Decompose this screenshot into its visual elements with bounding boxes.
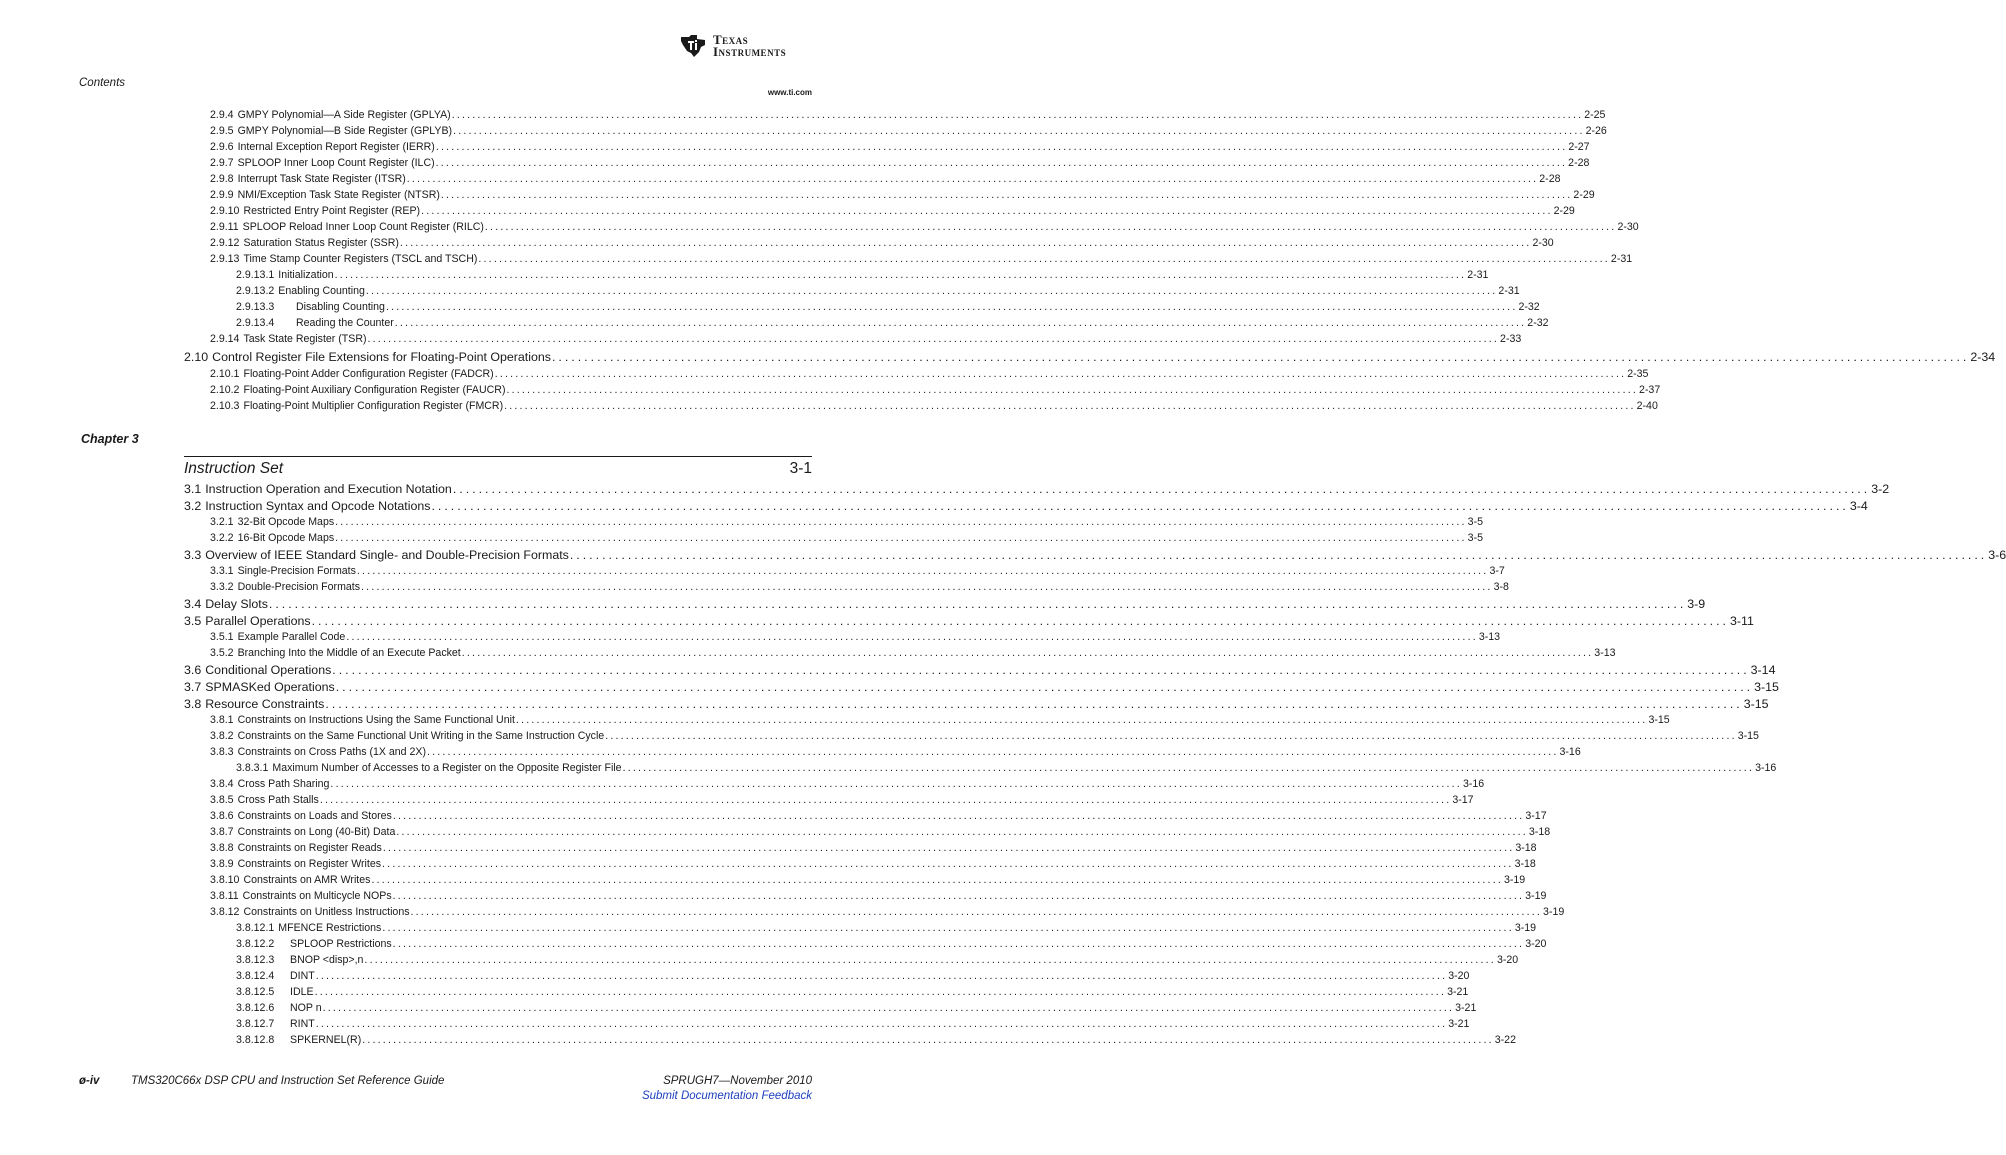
toc-leader-dots: ............................................................................................................................................................................................................................: [396, 826, 1528, 838]
toc-entry-number: 3.5: [184, 614, 202, 628]
toc-leader-dots: ............................................................................................................................................................................................................................: [334, 269, 1467, 281]
toc-entry-title: Restricted Entry Point Register (REP): [243, 205, 421, 217]
toc-leader-dots: ............................................................................................................................................................................................................................: [314, 986, 1447, 998]
toc-entry-number: 3.8.10: [210, 874, 240, 886]
toc-entry[interactable]: [184, 663, 1776, 677]
toc-entry-number: 3.3: [184, 548, 202, 562]
ti-logo-icon: [678, 33, 708, 59]
toc-entry-title: MFENCE Restrictions: [278, 922, 382, 934]
toc-entry-page: 3-8: [1493, 581, 1509, 593]
toc-entry-page: 3-15: [1737, 730, 1759, 742]
toc-entry-number: 2.9.6: [210, 141, 234, 153]
toc-leader-dots: ............................................................................................................................................................................................................................: [315, 1018, 1448, 1030]
toc-entry-page: 3-13: [1478, 631, 1501, 643]
toc-entry-title: Floating-Point Auxiliary Configuration Register (FAUCR): [243, 384, 506, 396]
toc-entry[interactable]: [210, 157, 1590, 169]
toc-entry-number: 3.8.12.4: [236, 970, 275, 982]
toc-entry[interactable]: [210, 368, 1649, 380]
toc-entry-title: SPLOOP Restrictions: [290, 938, 392, 950]
toc-entry-number: 3.8.8: [210, 842, 234, 854]
toc-leader-dots: ............................................................................................................................................................................................................................: [361, 581, 1493, 593]
toc-entry-title: Instruction Syntax and Opcode Notations: [205, 499, 431, 513]
toc-leader-dots: ............................................................................................................................................................................................................................: [356, 565, 1489, 577]
toc-entry-number: 2.9.5: [210, 125, 234, 137]
toc-leader-dots: ............................................................................................................................................................................................................................: [335, 680, 1754, 694]
toc-entry-page: 3-17: [1452, 794, 1474, 806]
toc-entry-page: 3-18: [1514, 858, 1536, 870]
toc-entry-page: 2-40: [1636, 400, 1658, 412]
toc-entry-title: Example Parallel Code: [237, 631, 346, 643]
toc-entry[interactable]: [210, 237, 1554, 249]
toc-entry-title: Time Stamp Counter Registers (TSCL and TSCH): [243, 253, 478, 265]
toc-entry[interactable]: [184, 597, 1706, 611]
toc-entry-page: 3-14: [1750, 663, 1776, 677]
toc-entry-title: Delay Slots: [205, 597, 268, 611]
toc-entry-page: 3-22: [1494, 1034, 1516, 1046]
toc-leader-dots: ............................................................................................................................................................................................................................: [315, 970, 1448, 982]
toc-entry-page: 3-21: [1448, 1018, 1470, 1030]
toc-entry-number: 3.8.1: [210, 714, 234, 726]
toc-entry[interactable]: [210, 189, 1595, 201]
feedback-link[interactable]: Submit Documentation Feedback: [641, 1090, 812, 1102]
toc-entry-number: 3.6: [184, 663, 202, 677]
toc-entry[interactable]: [184, 482, 1890, 496]
toc-entry-page: 2-33: [1500, 333, 1522, 345]
toc-leader-dots: ............................................................................................................................................................................................................................: [399, 237, 1532, 249]
toc-entry-title: Branching Into the Middle of an Execute Packet: [237, 647, 461, 659]
toc-entry-title: DINT: [290, 970, 315, 982]
toc-entry[interactable]: [210, 746, 1581, 758]
toc-leader-dots: ............................................................................................................................................................................................................................: [435, 141, 1568, 153]
toc-entry-page: 2-25: [1584, 109, 1606, 121]
toc-entry[interactable]: [210, 778, 1485, 790]
toc-entry-title: Constraints on Unitless Instructions: [243, 906, 410, 918]
footer-title: TMS320C66x DSP CPU and Instruction Set Reference Guide: [131, 1075, 445, 1087]
toc-entry-number: 2.9.13.1: [236, 269, 275, 281]
toc-leader-dots: ............................................................................................................................................................................................................................: [440, 189, 1573, 201]
toc-entry-page: 2-32: [1527, 317, 1549, 329]
toc-entry-number: 2.9.8: [210, 173, 234, 185]
toc-entry-number: 3.8.12.8: [236, 1034, 275, 1046]
toc-entry-number: 2.9.7: [210, 157, 234, 169]
toc-entry-title: Instruction Operation and Execution Notation: [205, 482, 452, 496]
toc-leader-dots: ............................................................................................................................................................................................................................: [367, 333, 1500, 345]
toc-entry-title: 16-Bit Opcode Maps: [237, 532, 335, 544]
toc-entry-title: Constraints on Instructions Using the Same Functional Unit: [237, 714, 515, 726]
toc-leader-dots: ............................................................................................................................................................................................................................: [322, 1002, 1455, 1014]
toc-entry[interactable]: [210, 333, 1522, 345]
toc-entry-number: 2.9.14: [210, 333, 240, 345]
toc-leader-dots: ............................................................................................................................................................................................................................: [453, 125, 1585, 137]
toc-entry-title: Parallel Operations: [205, 614, 311, 628]
header-section: Contents: [79, 77, 126, 89]
toc-leader-dots: ............................................................................................................................................................................................................................: [551, 350, 1970, 364]
toc-entry-number: 3.3.2: [210, 581, 234, 593]
toc-entry-page: 3-6: [1988, 548, 2006, 562]
toc-entry-page: 3-20: [1525, 938, 1547, 950]
toc-entry[interactable]: [210, 532, 1483, 544]
toc-leader-dots: ............................................................................................................................................................................................................................: [311, 614, 1729, 628]
toc-entry-page: 2-28: [1539, 173, 1561, 185]
toc-leader-dots: ............................................................................................................................................................................................................................: [605, 730, 1737, 742]
toc-entry-title: Constraints on Loads and Stores: [237, 810, 392, 822]
toc-entry-number: 3.8.4: [210, 778, 234, 790]
toc-entry[interactable]: [236, 1018, 1470, 1030]
toc-entry-number: 3.8.12: [210, 906, 240, 918]
toc-leader-dots: ............................................................................................................................................................................................................................: [451, 109, 1584, 121]
toc-entry-page: 2-37: [1639, 384, 1661, 396]
footer-doc-id: SPRUGH7—November 2010: [663, 1075, 812, 1087]
toc-entry[interactable]: [210, 730, 1759, 742]
toc-entry-page: 3-5: [1467, 516, 1483, 528]
toc-entry-title: GMPY Polynomial—B Side Register (GPLYB): [237, 125, 453, 137]
toc-entry[interactable]: [236, 970, 1470, 982]
toc-entry-title: Task State Register (TSR): [243, 333, 367, 345]
toc-entry-title: Single-Precision Formats: [237, 565, 356, 577]
toc-entry-number: 3.5.2: [210, 647, 234, 659]
toc-entry-title: NOP n: [290, 1002, 322, 1014]
toc-entry[interactable]: [210, 810, 1547, 822]
chapter-label: Chapter 3: [81, 432, 139, 446]
toc-entry-title: BNOP <disp>,n: [290, 954, 364, 966]
toc-entry-page: 3-11: [1729, 614, 1754, 628]
toc-entry-page: 3-19: [1543, 906, 1565, 918]
toc-entry[interactable]: [210, 400, 1658, 412]
toc-leader-dots: ............................................................................................................................................................................................................................: [421, 205, 1553, 217]
toc-entry-title: RINT: [290, 1018, 315, 1030]
toc-entry[interactable]: [184, 680, 1779, 694]
toc-leader-dots: ............................................................................................................................................................................................................................: [435, 157, 1568, 169]
toc-leader-dots: ............................................................................................................................................................................................................................: [426, 746, 1559, 758]
toc-entry-number: 3.8.12.2: [236, 938, 275, 950]
toc-entry-number: 2.10.2: [210, 384, 240, 396]
toc-entry-page: 3-2: [1871, 482, 1890, 496]
toc-entry-number: 3.4: [184, 597, 202, 611]
toc-entry-page: 3-5: [1467, 532, 1483, 544]
toc-entry[interactable]: [210, 173, 1561, 185]
toc-entry-number: 3.5.1: [210, 631, 234, 643]
toc-entry-number: 3.8.3: [210, 746, 234, 758]
toc-entry-page: 3-7: [1489, 565, 1505, 577]
toc-entry-title: Control Register File Extensions for Floating-Point Operations: [212, 350, 551, 364]
toc-entry-title: Disabling Counting: [296, 301, 385, 313]
toc-leader-dots: ............................................................................................................................................................................................................................: [478, 253, 1610, 265]
toc-entry-title: Floating-Point Multiplier Configuration Register (FMCR): [243, 400, 504, 412]
toc-entry[interactable]: [210, 221, 1639, 233]
toc-leader-dots: ............................................................................................................................................................................................................................: [382, 858, 1514, 870]
toc-entry-number: 2.10: [184, 350, 209, 364]
toc-entry-number: 3.2: [184, 499, 202, 513]
toc-leader-dots: ............................................................................................................................................................................................................................: [392, 810, 1525, 822]
toc-entry-number: 3.8.5: [210, 794, 234, 806]
toc-leader-dots: ............................................................................................................................................................................................................................: [569, 548, 1988, 562]
toc-entry[interactable]: [210, 141, 1590, 153]
toc-entry-number: 2.9.13: [210, 253, 240, 265]
toc-entry-number: 3.8.7: [210, 826, 234, 838]
toc-entry-number: 3.8.6: [210, 810, 234, 822]
chapter-page[interactable]: 3-1: [789, 460, 812, 477]
toc-entry-page: 3-16: [1462, 778, 1485, 790]
toc-leader-dots: ............................................................................................................................................................................................................................: [394, 317, 1527, 329]
toc-entry-title: IDLE: [290, 986, 314, 998]
toc-leader-dots: ............................................................................................................................................................................................................................: [268, 597, 1687, 611]
toc-entry-page: 3-4: [1849, 499, 1868, 513]
toc-entry-number: 3.8.12.3: [236, 954, 275, 966]
toc-entry-title: Internal Exception Report Register (IERR): [237, 141, 435, 153]
toc-entry[interactable]: [210, 826, 1551, 838]
toc-entry[interactable]: [210, 253, 1633, 265]
toc-entry-page: 3-15: [1648, 714, 1670, 726]
toc-entry-title: Saturation Status Register (SSR): [243, 237, 399, 249]
toc-entry[interactable]: [184, 614, 1754, 628]
toc-entry-page: 2-26: [1585, 125, 1607, 137]
toc-entry-number: 2.10.1: [210, 368, 240, 380]
toc-leader-dots: ............................................................................................................................................................................................................................: [319, 794, 1452, 806]
toc-entry-number: 3.8.12.5: [236, 986, 275, 998]
toc-entry-number: 3.2.2: [210, 532, 234, 544]
toc-leader-dots: ............................................................................................................................................................................................................................: [622, 762, 1755, 774]
toc-entry-number: 2.9.13.4: [236, 317, 275, 329]
toc-leader-dots: ............................................................................................................................................................................................................................: [494, 368, 1627, 380]
toc-entry-page: 2-32: [1518, 301, 1540, 313]
toc-entry[interactable]: [210, 109, 1606, 121]
toc-entry[interactable]: [236, 938, 1547, 950]
toc-entry-page: 3-19: [1503, 874, 1526, 886]
toc-entry[interactable]: [236, 922, 1537, 934]
toc-entry-title: Double-Precision Formats: [237, 581, 361, 593]
toc-entry[interactable]: [210, 647, 1616, 659]
toc-entry[interactable]: [210, 565, 1505, 577]
toc-entry[interactable]: [236, 317, 1549, 329]
toc-leader-dots: ............................................................................................................................................................................................................................: [431, 499, 1849, 513]
toc-entry-number: 3.8: [184, 697, 202, 711]
toc-entry-page: 2-31: [1498, 285, 1520, 297]
toc-entry-title: Constraints on Long (40-Bit) Data: [237, 826, 396, 838]
toc-entry-title: Constraints on Register Writes: [237, 858, 382, 870]
toc-entry-title: NMI/Exception Task State Register (NTSR): [237, 189, 440, 201]
toc-leader-dots: ............................................................................................................................................................................................................................: [382, 842, 1515, 854]
toc-entry-title: Enabling Counting: [278, 285, 365, 297]
ti-logo: [678, 33, 786, 59]
toc-entry-number: 3.8.2: [210, 730, 234, 742]
toc-entry[interactable]: [210, 516, 1483, 528]
toc-entry-page: 3-21: [1455, 1002, 1477, 1014]
toc-entry[interactable]: [210, 384, 1661, 396]
toc-leader-dots: ............................................................................................................................................................................................................................: [406, 173, 1539, 185]
toc-entry-page: 2-28: [1568, 157, 1590, 169]
toc-entry-title: Initialization: [278, 269, 334, 281]
toc-entry-title: SPLOOP Inner Loop Count Register (ILC): [237, 157, 435, 169]
toc-entry-number: 2.9.4: [210, 109, 234, 121]
footer-page-number: ø-iv: [79, 1075, 100, 1087]
toc-leader-dots: ............................................................................................................................................................................................................................: [346, 631, 1478, 643]
toc-entry-title: Overview of IEEE Standard Single- and Double-Precision Formats: [205, 548, 569, 562]
toc-entry-page: 3-18: [1515, 842, 1537, 854]
toc-entry-page: 3-17: [1525, 810, 1547, 822]
toc-entry-page: 3-16: [1559, 746, 1581, 758]
toc-entry-page: 3-9: [1687, 597, 1706, 611]
toc-entry-title: SPMASKed Operations: [205, 680, 335, 694]
toc-entry-page: 2-31: [1467, 269, 1489, 281]
toc-entry[interactable]: [236, 762, 1777, 774]
toc-entry-title: Cross Path Stalls: [237, 794, 319, 806]
toc-entry-page: 2-30: [1532, 237, 1554, 249]
toc-entry-number: 2.9.13.3: [236, 301, 275, 313]
toc-leader-dots: ............................................................................................................................................................................................................................: [515, 714, 1648, 726]
toc-entry-page: 3-15: [1754, 680, 1779, 694]
toc-entry-number: 2.10.3: [210, 400, 240, 412]
header-url[interactable]: www.ti.com: [767, 88, 812, 97]
toc-entry[interactable]: [210, 581, 1509, 593]
toc-entry[interactable]: [210, 842, 1537, 854]
toc-entry-number: 2.9.10: [210, 205, 240, 217]
toc-entry-page: 3-13: [1594, 647, 1616, 659]
toc-entry[interactable]: [236, 1034, 1516, 1046]
toc-entry-page: 3-19: [1525, 890, 1547, 902]
toc-entry[interactable]: [236, 285, 1520, 297]
toc-leader-dots: ............................................................................................................................................................................................................................: [385, 301, 1518, 313]
toc-entry-title: Constraints on Cross Paths (1X and 2X): [237, 746, 426, 758]
toc-entry-number: 2.9.12: [210, 237, 240, 249]
toc-entry-title: Constraints on Multicycle NOPs: [242, 890, 392, 902]
toc-entry-number: 3.8.3.1: [236, 762, 269, 774]
toc-entry-page: 3-20: [1496, 954, 1519, 966]
toc-entry[interactable]: [210, 906, 1565, 918]
toc-entry-title: Resource Constraints: [205, 697, 325, 711]
toc-entry[interactable]: [210, 874, 1526, 886]
toc-entry-page: 3-21: [1447, 986, 1469, 998]
toc-entry-title: 32-Bit Opcode Maps: [237, 516, 335, 528]
toc-entry-page: 3-19: [1514, 922, 1537, 934]
toc-leader-dots: ............................................................................................................................................................................................................................: [330, 778, 1462, 790]
toc-entry-number: 3.8.12.6: [236, 1002, 275, 1014]
toc-leader-dots: ............................................................................................................................................................................................................................: [484, 221, 1617, 233]
toc-entry-number: 3.8.12.7: [236, 1018, 275, 1030]
toc-entry-title: Constraints on AMR Writes: [243, 874, 371, 886]
toc-leader-dots: ............................................................................................................................................................................................................................: [392, 938, 1525, 950]
toc-leader-dots: ............................................................................................................................................................................................................................: [392, 890, 1525, 902]
toc-entry[interactable]: [184, 499, 1868, 513]
logo-line-2: Instruments: [713, 44, 787, 59]
toc-entry-number: 3.8.9: [210, 858, 234, 870]
toc-entry[interactable]: [210, 205, 1575, 217]
toc-entry-number: 3.2.1: [210, 516, 234, 528]
toc-entry-title: Cross Path Sharing: [237, 778, 330, 790]
toc-entry-page: 2-35: [1627, 368, 1649, 380]
toc-entry[interactable]: [210, 794, 1474, 806]
toc-entry-number: 3.8.12.1: [236, 922, 275, 934]
toc-leader-dots: ............................................................................................................................................................................................................................: [364, 954, 1496, 966]
toc-entry-title: Maximum Number of Accesses to a Register on the Opposite Register File: [272, 762, 622, 774]
toc-entry-page: 2-29: [1553, 205, 1575, 217]
toc-entry-page: 3-18: [1528, 826, 1551, 838]
toc-entry-title: Interrupt Task State Register (ITSR): [237, 173, 406, 185]
toc-entry-page: 2-27: [1568, 141, 1590, 153]
toc-entry[interactable]: [210, 125, 1607, 137]
toc-leader-dots: ............................................................................................................................................................................................................................: [452, 482, 1871, 496]
toc-entry[interactable]: [236, 1002, 1477, 1014]
logo-line-1: Texas: [713, 32, 749, 47]
toc-entry-title: SPLOOP Reload Inner Loop Count Register (RILC): [242, 221, 484, 233]
toc-entry-title: GMPY Polynomial—A Side Register (GPLYA): [237, 109, 451, 121]
toc-entry[interactable]: [184, 350, 1996, 364]
toc-entry[interactable]: [236, 986, 1469, 998]
toc-leader-dots: ............................................................................................................................................................................................................................: [461, 647, 1594, 659]
toc-entry[interactable]: [184, 697, 1769, 711]
toc-entry-title: Floating-Point Adder Configuration Register (FADCR): [243, 368, 494, 380]
toc-leader-dots: ............................................................................................................................................................................................................................: [335, 516, 1467, 528]
toc-entry-page: 3-20: [1448, 970, 1470, 982]
toc-entry-page: 3-15: [1743, 697, 1769, 711]
toc-entry[interactable]: [210, 858, 1536, 870]
toc-leader-dots: ............................................................................................................................................................................................................................: [335, 532, 1467, 544]
toc-entry-title: Constraints on Register Reads: [237, 842, 382, 854]
chapter-rule: [184, 456, 812, 457]
toc-leader-dots: ............................................................................................................................................................................................................................: [382, 922, 1514, 934]
toc-entry-page: 2-29: [1573, 189, 1595, 201]
toc-entry-title: Constraints on the Same Functional Unit Writing in the Same Instruction Cycle: [237, 730, 605, 742]
toc-entry[interactable]: [210, 714, 1670, 726]
toc-entry-title: Conditional Operations: [205, 663, 332, 677]
toc-entry-number: 2.9.9: [210, 189, 234, 201]
toc-entry[interactable]: [210, 631, 1501, 643]
toc-entry[interactable]: [236, 301, 1540, 313]
toc-leader-dots: ............................................................................................................................................................................................................................: [365, 285, 1498, 297]
toc-entry[interactable]: [184, 548, 2006, 562]
toc-entry-number: 3.1: [184, 482, 202, 496]
toc-entry-number: 3.7: [184, 680, 202, 694]
toc-entry-title: Reading the Counter: [296, 317, 394, 329]
toc-entry-number: 2.9.11: [210, 221, 239, 233]
toc-entry-page: 2-30: [1617, 221, 1639, 233]
toc-entry-number: 2.9.13.2: [236, 285, 275, 297]
toc-leader-dots: ............................................................................................................................................................................................................................: [362, 1034, 1494, 1046]
toc-entry-title: SPKERNEL(R): [290, 1034, 362, 1046]
toc-leader-dots: ............................................................................................................................................................................................................................: [410, 906, 1543, 918]
toc-entry-page: 3-16: [1755, 762, 1777, 774]
toc-leader-dots: ............................................................................................................................................................................................................................: [325, 697, 1743, 711]
toc-entry-page: 2-31: [1610, 253, 1633, 265]
toc-entry[interactable]: [236, 954, 1519, 966]
toc-leader-dots: ............................................................................................................................................................................................................................: [332, 663, 1750, 677]
toc-entry[interactable]: [236, 269, 1489, 281]
toc-leader-dots: ............................................................................................................................................................................................................................: [506, 384, 1639, 396]
toc-entry[interactable]: [210, 890, 1547, 902]
toc-entry-page: 2-34: [1970, 350, 1996, 364]
toc-leader-dots: ............................................................................................................................................................................................................................: [371, 874, 1503, 886]
toc-entry-number: 3.3.1: [210, 565, 234, 577]
toc-leader-dots: ............................................................................................................................................................................................................................: [504, 400, 1636, 412]
chapter-title[interactable]: Instruction Set: [184, 460, 284, 477]
toc-entry-number: 3.8.11: [210, 890, 239, 902]
